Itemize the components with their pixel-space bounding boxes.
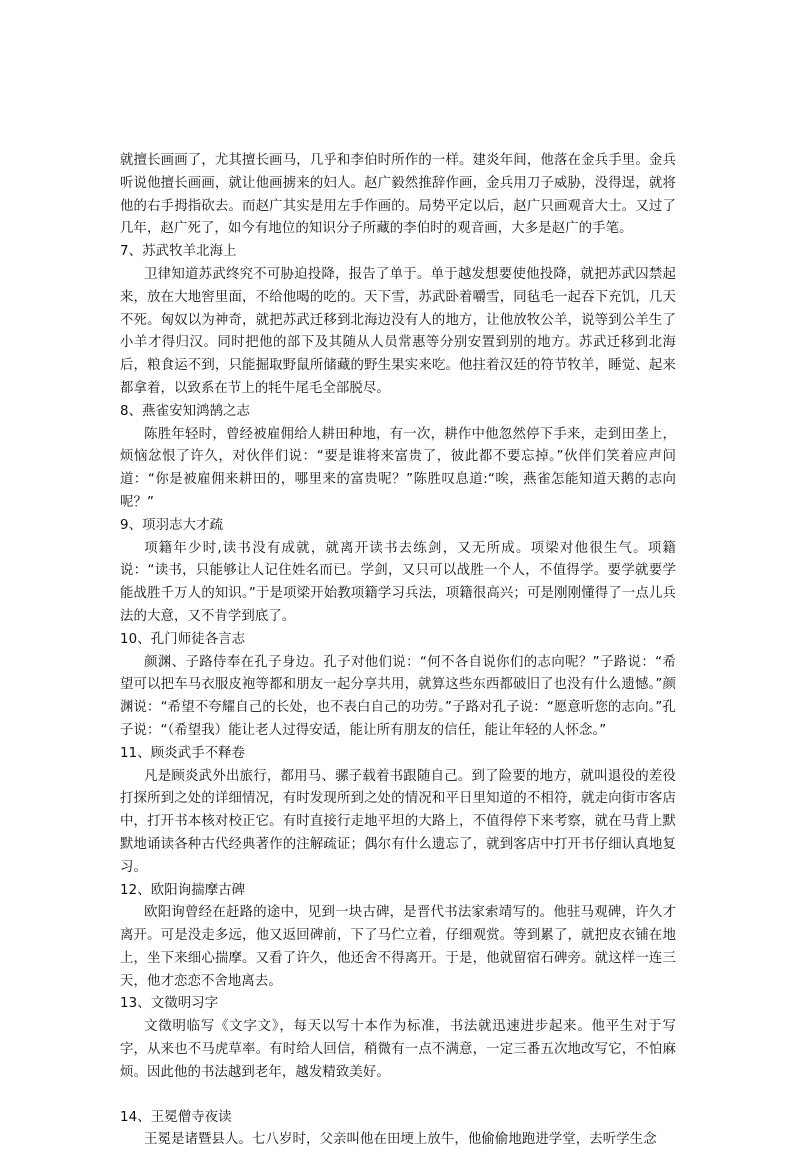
paragraph-spacer: [120, 1085, 676, 1107]
section-title: 7、苏武牧羊北海上: [120, 244, 237, 260]
section-body: 陈胜年轻时，曾经被雇佣给人耕田种地，有一次，耕作中他忽然停下手来，走到田垄上，烦恼忿恨了许久，对伙伴们说：“要是谁将来富贵了，彼此都不要忘掉。”伙伴们笑着应声问道：“你是被雇佣来耕田的，哪里来的富贵呢？”陈胜叹息道:“唉，燕雀怎能知道天鹅的志向呢？”: [120, 426, 676, 510]
section-body: 卫律知道苏武终究不可胁迫投降，报告了单于。单于越发想要使他投降，就把苏武囚禁起来，放在大地窖里面，不给他喝的吃的。天下雪，苏武卧着嚼雪，同毡毛一起吞下充饥，几天不死。匈奴以为神奇，就把苏武迁移到北海边没有人的地方，让他放牧公羊，说等到公羊生了小羊才得归汉。同时把他的部下及其随从人员常惠等分别安置到别的地方。苏武迁移到北海后，粮食运不到，只能掘取野鼠所储藏的野生果实来吃。他拄着汉廷的符节牧羊，睡觉、起来都拿着，以致系在节上的牦牛尾毛全部脱尽。: [120, 266, 676, 396]
section-body: 颜渊、子路侍奉在孔子身边。孔子对他们说：“何不各自说你们的志向呢？”子路说：“希望可以把车马衣服皮袍等都和朋友一起分享共用，就算这些东西都破旧了也没有什么遗憾。”颜渊说：“希望不夸耀自己的长处，也不表白自己的功劳。”子路对孔子说：“愿意听您的志向。”孔子说：“（希望我）能让老人过得安适，能让所有朋友的信任，能让年轻的人怀念。”: [120, 654, 676, 738]
section-title: 10、孔门师徒各言志: [120, 631, 246, 647]
section-title: 12、欧阳询揣摩古碑: [120, 882, 246, 898]
section-title: 9、项羽志大才疏: [120, 517, 224, 533]
section-title: 13、文徵明习字: [120, 996, 219, 1012]
section-title: 8、燕雀安知鸿鹄之志: [120, 403, 251, 419]
section-title: 14、王冕僧寺夜读: [120, 1109, 232, 1125]
intro-paragraph: 就擅长画画了，尤其擅长画马，几乎和李伯时所作的一样。建炎年间，他落在金兵手里。金兵听说他擅长画画，就让他画掳来的妇人。赵广毅然推辞作画，金兵用刀子威胁，没得逞，就将他的右手拇指砍去。而赵广其实是用左手作画的。局势平定以后，赵广只画观音大士。又过了几年，赵广死了，如今有地位的知识分子所藏的李伯时的观音画，大多是赵广的手笔。: [120, 153, 676, 237]
section-body: 项籍年少时,读书没有成就，就离开读书去练剑，又无所成。项梁对他很生气。项籍说：“读书，只能够让人记住姓名而已。学剑，又只可以战胜一个人，不值得学。要学就要学能战胜千万人的知识。”于是项梁开始教项籍学习兵法，项籍很高兴；可是刚刚懂得了一点儿兵法的大意，又不肯学到底了。: [120, 540, 676, 624]
section-title: 11、顾炎武手不释卷: [120, 745, 246, 761]
section-body: 文徵明临写《文字文》，每天以写十本作为标准，书法就迅速进步起来。他平生对于写字，从来也不马虎草率。有时给人回信，稍微有一点不满意，一定三番五次地改写它，不怕麻烦。因此他的书法越到老年，越发精致美好。: [120, 1019, 676, 1080]
section-body: 凡是顾炎武外出旅行，都用马、骡子载着书跟随自己。到了险要的地方，就叫退役的差役打探所到之处的详细情况，有时发现所到之处的情况和平日里知道的不相符，就走向街市客店中，打开书本核对校正它。有时直接行走地平坦的大路上，不值得停下来考察，就在马背上默默地诵读各种古代经典著作的注解疏证；偶尔有什么遗忘了，就到客店中打开书仔细认真地复习。: [120, 768, 676, 875]
section-body: 欧阳询曾经在赶路的途中，见到一块古碑，是晋代书法家索靖写的。他驻马观碑，许久才离开。可是没走多远，他又返回碑前，下了马伫立着，仔细观赏。等到累了，就把皮衣铺在地上，坐下来细心揣摩。又看了许久，他还舍不得离开。于是，他就留宿石碑旁。就这样一连三天，他才恋恋不舍地离去。: [120, 905, 676, 989]
document-page: [120, 150, 676, 1152]
section-body: 王冕是诸暨县人。七八岁时，父亲叫他在田埂上放牛，他偷偷地跑进学堂，去听学生念: [144, 1132, 657, 1148]
